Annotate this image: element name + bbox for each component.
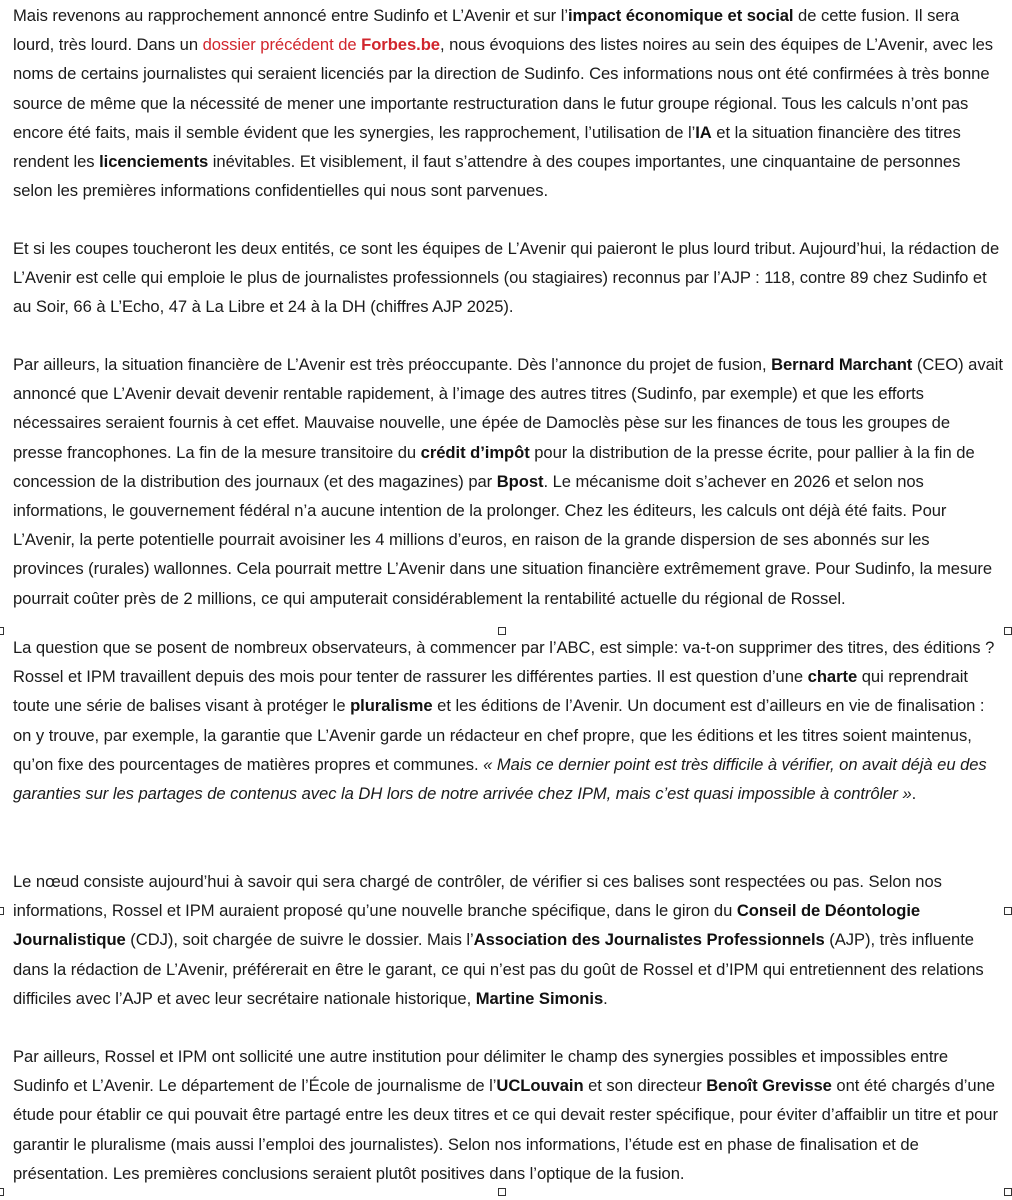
bold-phrase: IA xyxy=(695,122,712,142)
link-label-bold: Forbes.be xyxy=(361,35,440,55)
resize-handle-middle-left[interactable] xyxy=(0,907,4,915)
bold-phrase: charte xyxy=(807,667,858,687)
text: (CDJ), soit chargée de suivre le dossier. Mais l’ xyxy=(125,930,474,950)
paragraph-1 xyxy=(13,1,1003,205)
resize-handle-top-right[interactable] xyxy=(1004,627,1012,635)
text: et la situation financière des titres rendent les xyxy=(13,122,961,172)
text: La question que se posent de nombreux observateurs, à commencer par l’ABC, est simple: va-t-on supprimer des titres, des éditions ? Rossel et IPM travaillent depuis des mois pour tenter de rassurer les différentes parties. Il est question d’une xyxy=(13,638,995,687)
bold-phrase: UCLouvain xyxy=(496,1076,584,1096)
resize-handle-bottom-right[interactable] xyxy=(1004,1188,1012,1196)
bold-phrase: Bpost xyxy=(496,471,544,491)
text: et les éditions de l’Avenir. Un document est d’ailleurs en vie de finalisation : on y trouve, par exemple, la garantie que L’Avenir garde un rédacteur en chef propre, que les éditions et les titres soient maintenus, qu’on fixe des pourcentages de matières propres et communes. xyxy=(13,696,985,774)
bold-phrase: Martine Simonis xyxy=(475,988,604,1008)
italic-quote: « Mais ce dernier point est très difficile à vérifier, on avait déjà eu des garanties sur les partages de contenus avec la DH lors de notre arrivée chez IPM, mais c’est quasi impossible à contrôler » xyxy=(13,754,987,804)
resize-handle-top-center[interactable] xyxy=(498,627,506,635)
text: Par ailleurs, la situation financière de L’Avenir est très préoccupante. Dès l’annonce du projet de fusion, xyxy=(13,355,772,374)
text: (CEO) avait annoncé que L’Avenir devait devenir rentable rapidement, à l’image des autres titres (Sudinfo, par exemple) et que les efforts nécessaires seraient fournis à cet effet. Mauvaise nouvelle, une épée de Damoclès pèse sur les finances de tous les groupes de presse francophones. La fin de la mesure transitoire du xyxy=(13,355,1003,462)
text: , nous évoquions des listes noires au sein des équipes de L’Avenir, avec les noms de certains journalistes qui seraient licenciés par la direction de Sudinfo. Ces informations nous ont été confirmées à très bonne source de même que la nécessité de mener une importante restructuration dans le futur groupe régional. Tous les calculs n’ont pas encore été faits, mais il semble évident que les synergies, les rapprochement, l’utilisation de l’ xyxy=(13,35,994,142)
text: ont été chargés d’une étude pour établir ce qui pouvait être partagé entre les deux titres et ce qui devait rester spécifique, pour éviter d’affaiblir un titre et pour garantir le pluralisme (mais aussi l’emploi des journalistes). Selon nos informations, l’étude est en phase de finalisation et de présentation. Les premières conclusions seraient plutôt positives dans l’optique de la fusion. xyxy=(13,1076,998,1183)
text: de cette fusion. Il sera lourd, très lourd. Dans un xyxy=(13,6,960,55)
text: . xyxy=(911,784,917,804)
text: Le nœud consiste aujourd’hui à savoir qui sera chargé de contrôler, de vérifier si ces balises sont respectées ou pas. Selon nos informations, Rossel et IPM auraient proposé qu’une nouvelle branche spécifique, dans le giron du xyxy=(13,872,942,921)
paragraph-4 xyxy=(13,633,1003,808)
text: Et si les coupes toucheront les deux entités, ce sont les équipes de L’Avenir qui paieront le plus lourd tribut. Aujourd’hui, la rédaction de L’Avenir est celle qui emploie le plus de journalistes professionnels (ou stagiaires) reconnus par l’AJP : 118, contre 89 chez Sudinfo et au Soir, 66 à L’Echo, 47 à La Libre et 24 à la DH (chiffres AJP 2025). xyxy=(13,239,1000,317)
bold-phrase: Conseil de Déontologie Journalistique xyxy=(13,901,921,950)
link-label: dossier précédent de xyxy=(202,35,362,55)
resize-handle-middle-right[interactable] xyxy=(1004,907,1012,915)
text: (AJP), très influente dans la rédaction de L’Avenir, préférerait en être le garant, ce qui n’est pas du goût de Rossel et d’IPM qui entretiennent des relations difficiles avec l’AJP et avec leur secrétaire nationale historique, xyxy=(13,930,984,1008)
paragraph-5 xyxy=(13,867,1003,1013)
bold-phrase: licenciements xyxy=(99,152,209,172)
bold-phrase: impact économique et social xyxy=(568,6,794,25)
text: qui reprendrait toute une série de balises visant à protéger le xyxy=(13,667,968,716)
bold-phrase: Association des Journalistes Professionnels xyxy=(473,930,825,950)
text: inévitables. Et visiblement, il faut s’attendre à des coupes importantes, une cinquantaine de personnes selon les premières informations confidentielles qui nous sont parvenues. xyxy=(13,152,961,201)
paragraph-6 xyxy=(13,1042,1003,1188)
text: Mais revenons au rapprochement annoncé entre Sudinfo et L’Avenir et sur l’ xyxy=(13,6,568,25)
text: Par ailleurs, Rossel et IPM ont sollicité une autre institution pour délimiter le champ des synergies possibles et impossibles entre Sudinfo et L’Avenir. Le département de l’École de journalisme de l’ xyxy=(13,1047,949,1096)
bold-phrase: Bernard Marchant xyxy=(771,355,913,374)
forbes-dossier-link[interactable] xyxy=(203,35,440,54)
text: et son directeur xyxy=(583,1076,707,1096)
paragraph-2 xyxy=(13,234,1003,322)
text: pour la distribution de la presse écrite, pour pallier à la fin de concession de la distribution des journaux (et des magazines) par xyxy=(13,442,975,491)
bold-phrase: pluralisme xyxy=(350,696,433,716)
bold-phrase: crédit d’impôt xyxy=(420,442,530,462)
resize-handle-bottom-left[interactable] xyxy=(0,1188,4,1196)
bold-phrase: Benoît Grevisse xyxy=(706,1076,832,1096)
resize-handle-bottom-center[interactable] xyxy=(498,1188,506,1196)
text: . xyxy=(603,988,608,1008)
paragraph-3 xyxy=(13,350,1003,613)
resize-handle-top-left[interactable] xyxy=(0,627,4,635)
text: . Le mécanisme doit s’achever en 2026 et selon nos informations, le gouvernement fédéral n’a aucune intention de la prolonger. Chez les éditeurs, les calculs ont déjà été faits. Pour L’Avenir, la perte potentielle pourrait avoisiner les 4 millions d’euros, en raison de la grande dispersion de ses abonnés sur les provinces (rurales) wallonnes. Cela pourrait mettre L’Avenir dans une situation financière extrêmement grave. Pour Sudinfo, la mesure pourrait coûter près de 2 millions, ce qui amputerait considérablement la rentabilité actuelle du régional de Rossel. xyxy=(13,471,993,608)
